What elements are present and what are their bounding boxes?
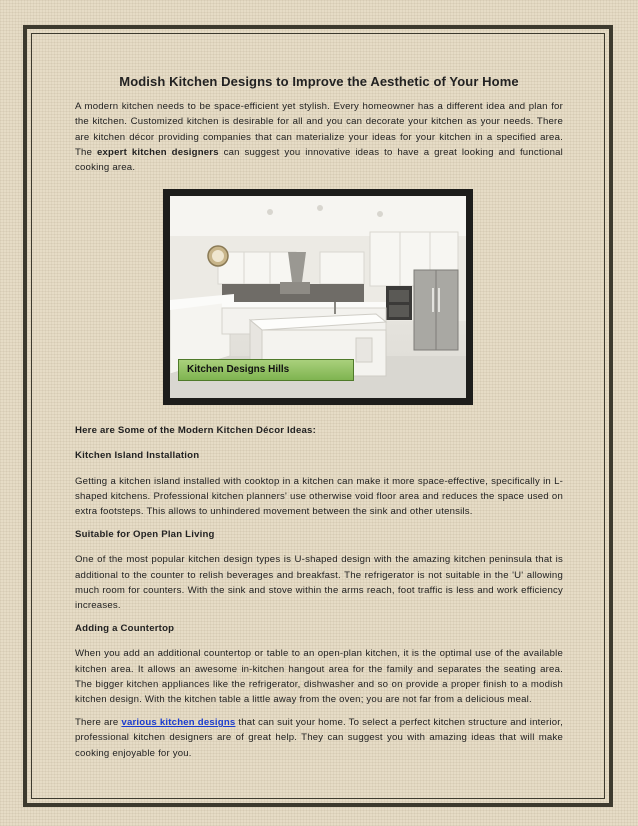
document-body [75, 74, 563, 769]
kitchen-photo [170, 196, 466, 398]
section-heading-countertop: Adding a Countertop [75, 623, 175, 635]
document-title: Modish Kitchen Designs to Improve the Aesthetic of Your Home [119, 74, 519, 89]
kitchen-designs-link[interactable]: various kitchen designs [121, 717, 236, 729]
section-heading-island: Kitchen Island Installation [75, 450, 200, 462]
intro-paragraph: A modern kitchen needs to be space-efficient yet stylish. Every homeowner has a different idea and plan for the kitchen. Customized kitchen is desirable for all and you can decorate your kitchen as your needs. There are kitchen décor providing companies that can materialize your ideas for your kitchen in a specified area. The expert kitchen designers can suggest you innovative ideas to have a great looking and functional cooking area. [75, 101, 564, 174]
intro-bold-phrase: expert kitchen designers [96, 146, 219, 158]
section-heading-open-plan: Suitable for Open Plan Living [75, 529, 215, 541]
section-text-island: Getting a kitchen island installed with cooktop in a kitchen can make it more space-effective, specifically in L-shaped kitchens. Professional kitchen planners' use otherwise void floor area and reduces the space used on extra footsteps. This allows to unhindered movement between the sink and other utensils. [75, 475, 563, 518]
section-text-open-plan: One of the most popular kitchen design types is U-shaped design with the amazing kitchen peninsula that is additional to the counter to relish beverages and breakfast. The refrigerator is not suitable in the 'U' allowing much room for counters. With the sink and stove within the arms reach, foot traffic is less and work efficiency increases. [75, 554, 563, 612]
section-text-countertop: When you add an additional countertop or table to an open-plan kitchen, it is the optimal use of the available kitchen area. It allows an awesome in-kitchen hangout area for the family and separates the seating area. The bigger kitchen appliances like the refrigerator, dishwasher and so on provide a proper finish to a modish kitchen design. With the kitchen table a little away from the oven; you are not far from a delicious meal. [75, 648, 563, 706]
closing-paragraph: There are various kitchen designs that can suit your home. To select a perfect kitchen structure and interior, professional kitchen designers are of great help. They can suggest you with amazing ideas that will make cooking enjoyable for you. [75, 717, 563, 759]
photo-caption: Kitchen Designs Hills [178, 359, 354, 381]
kitchen-photo-frame [163, 189, 473, 405]
section-heading: Here are Some of the Modern Kitchen Décor Ideas: [75, 425, 316, 437]
